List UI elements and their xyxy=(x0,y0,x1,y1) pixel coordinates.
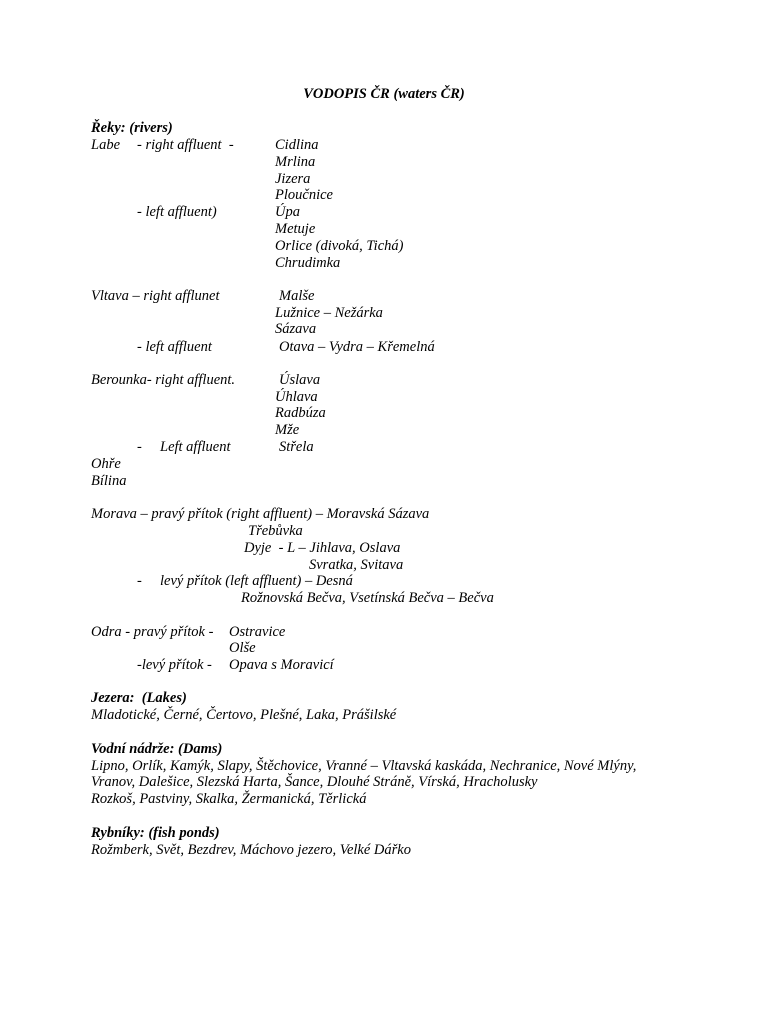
ponds-heading: Rybníky: (fish ponds) xyxy=(91,825,220,841)
morava-right-item: Svratka, Svitava xyxy=(309,557,404,573)
odra-left-item: Opava s Moravicí xyxy=(229,657,334,673)
berounka-right-item: Úslava xyxy=(279,372,321,388)
labe-right-item: Jizera xyxy=(275,171,311,187)
berounka-right-item: Úhlava xyxy=(275,389,318,405)
dams-heading: Vodní nádrže: (Dams) xyxy=(91,741,223,757)
morava-right-item: Třebůvka xyxy=(248,523,303,539)
morava-right-line: Morava – pravý přítok (right affluent) – Moravská Sázava xyxy=(91,506,430,522)
labe-right-item: Cidlina xyxy=(275,137,319,153)
vltava-right-item: Malše xyxy=(279,288,315,304)
labe-left-item: Chrudimka xyxy=(275,255,341,271)
labe-right-item: Mrlina xyxy=(275,154,316,170)
berounka-left-dash: - xyxy=(137,439,142,455)
morava-right-item: Dyje - L – Jihlava, Oslava xyxy=(244,540,401,556)
vltava-left-item: Otava – Vydra – Křemelná xyxy=(279,339,435,355)
labe-name: Labe xyxy=(91,137,120,153)
lakes-list: Mladotické, Černé, Čertovo, Plešné, Laka, Prášilské xyxy=(91,707,397,723)
dams-list-line: Rozkoš, Pastviny, Skalka, Žermanická, Těrlická xyxy=(91,791,367,807)
vltava-right-item: Sázava xyxy=(275,321,317,337)
morava-left-line: levý přítok (left affluent) – Desná xyxy=(160,573,353,589)
morava-left-dash: - xyxy=(137,573,142,589)
labe-right-label: - right affluent - xyxy=(137,137,234,153)
vltava-line: Vltava – right afflunet xyxy=(91,288,220,304)
berounka-right-item: Mže xyxy=(275,422,300,438)
lakes-heading: Jezera: (Lakes) xyxy=(91,690,187,706)
odra-right-item: Olše xyxy=(229,640,256,656)
labe-left-item: Metuje xyxy=(275,221,316,237)
labe-right-item: Ploučnice xyxy=(275,187,333,203)
labe-left-item: Orlice (divoká, Tichá) xyxy=(275,238,404,254)
vltava-right-item: Lužnice – Nežárka xyxy=(275,305,383,321)
berounka-left-item: Střela xyxy=(279,439,314,455)
berounka-line: Berounka- right affluent. xyxy=(91,372,236,388)
morava-left-item: Rožnovská Bečva, Vsetínská Bečva – Bečva xyxy=(241,590,494,606)
dams-list-line: Lipno, Orlík, Kamýk, Slapy, Štěchovice, Vranné – Vltavská kaskáda, Nechranice, Nové Mlýny, xyxy=(91,758,637,774)
labe-left-item: Úpa xyxy=(275,204,300,220)
odra-right-label: Odra - pravý přítok - xyxy=(91,624,214,640)
rivers-heading: Řeky: (rivers) xyxy=(91,120,173,136)
labe-left-label: - left affluent) xyxy=(137,204,217,220)
odra-right-item: Ostravice xyxy=(229,624,286,640)
vltava-left-label: - left affluent xyxy=(137,339,212,355)
berounka-left-label: Left affluent xyxy=(160,439,231,455)
ponds-list: Rožmberk, Svět, Bezdrev, Máchovo jezero, Velké Dářko xyxy=(91,842,411,858)
document-title: VODOPIS ČR (waters ČR) xyxy=(303,86,465,102)
berounka-right-item: Radbúza xyxy=(275,405,326,421)
dams-list-line: Vranov, Dalešice, Slezská Harta, Šance, Dlouhé Stráně, Vírská, Hracholusky xyxy=(91,774,538,790)
river-other: Bílina xyxy=(91,473,127,489)
river-other: Ohře xyxy=(91,456,121,472)
odra-left-label: -levý přítok - xyxy=(137,657,212,673)
